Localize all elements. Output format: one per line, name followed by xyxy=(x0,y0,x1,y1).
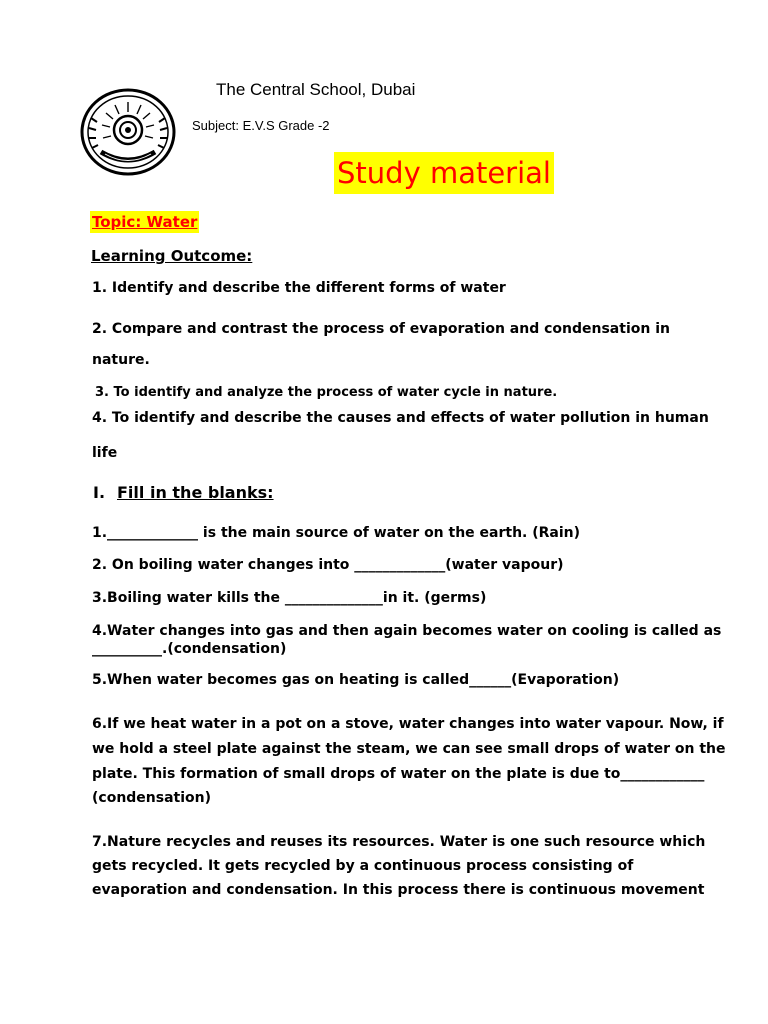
question-line: 4.Water changes into gas and then again becomes water on cooling is called as xyxy=(92,623,722,639)
question-line: 6.If we heat water in a pot on a stove, water changes into water vapour. Now, if xyxy=(92,716,724,732)
subject-line: Subject: E.V.S Grade -2 xyxy=(192,118,330,133)
school-logo xyxy=(79,88,177,176)
outcome-item: 4. To identify and describe the causes and effects of water pollution in human xyxy=(92,410,709,426)
topic-heading: Topic: Water xyxy=(92,213,198,231)
question-line: 1._____________ is the main source of water on the earth. (Rain) xyxy=(92,525,581,541)
question-line: we hold a steel plate against the steam, we can see small drops of water on the xyxy=(92,741,726,757)
section-title: Fill in the blanks: xyxy=(117,483,274,502)
question-line: 5.When water becomes gas on heating is called______(Evaporation) xyxy=(92,672,620,688)
question-line: 3.Boiling water kills the ______________in it. (germs) xyxy=(92,590,487,606)
learning-outcome-heading: Learning Outcome: xyxy=(91,247,253,265)
study-material-title: Study material xyxy=(334,152,554,194)
outcome-item: nature. xyxy=(92,352,150,368)
outcome-item: 3. To identify and analyze the process of water cycle in nature. xyxy=(95,385,558,400)
question-line: 7.Nature recycles and reuses its resources. Water is one such resource which xyxy=(92,834,706,850)
question-line: 2. On boiling water changes into _____________(water vapour) xyxy=(92,557,564,573)
outcome-item: 2. Compare and contrast the process of evaporation and condensation in xyxy=(92,321,670,337)
question-line: __________.(condensation) xyxy=(92,641,287,657)
question-line: plate. This formation of small drops of water on the plate is due to____________ xyxy=(92,766,705,782)
question-line: evaporation and condensation. In this process there is continuous movement xyxy=(92,882,705,898)
outcome-item: life xyxy=(92,445,118,461)
outcome-item: 1. Identify and describe the different forms of water xyxy=(92,280,506,296)
section-number: I. xyxy=(93,483,106,502)
school-name: The Central School, Dubai xyxy=(216,80,416,99)
question-line: (condensation) xyxy=(92,790,212,806)
question-line: gets recycled. It gets recycled by a continuous process consisting of xyxy=(92,858,634,874)
